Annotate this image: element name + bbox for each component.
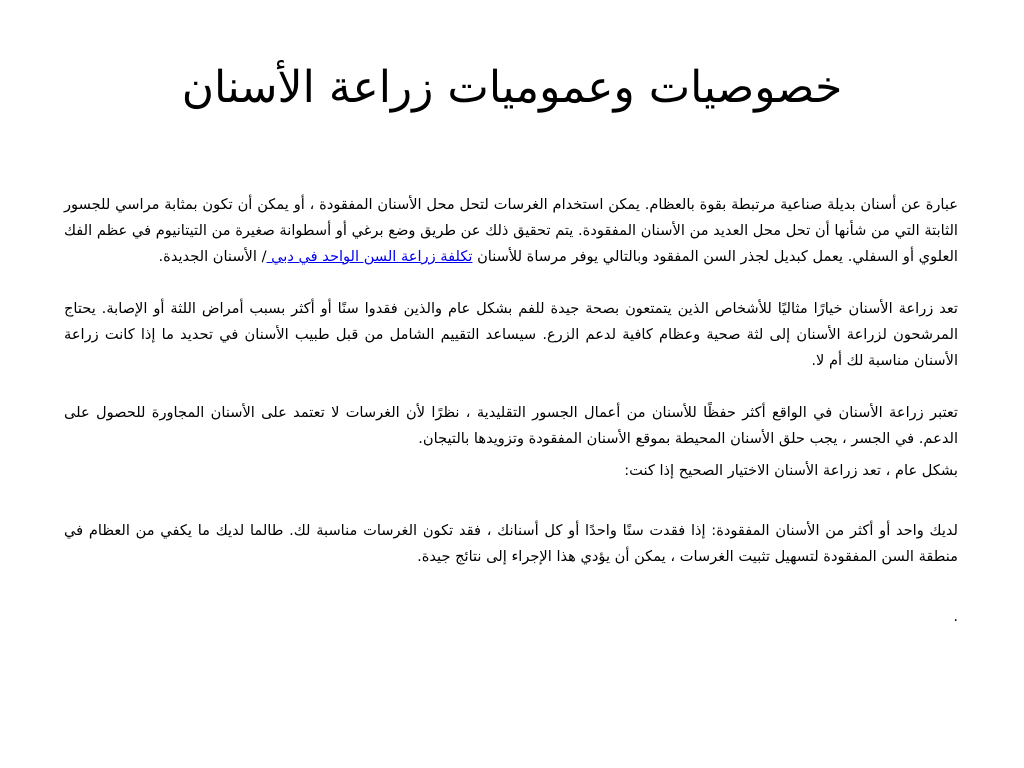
paragraph-ideal-candidates: تعد زراعة الأسنان خيارًا مثاليًا للأشخاص الذين يتمتعون بصحة جيدة للفم بشكل عام والذين فقدوا سنًا أو أكثر بسبب أمراض اللثة أو الإصابة. يحتاج المرشحون لزراعة الأسنان إلى لثة صحية وعظام كافية لدعم الزرع. سيساعد التقييم الشامل من قبل طبيب الأسنان في تحديد ما إذا كانت زراعة الأسنان مناسبة لك أم لا. xyxy=(64,300,958,369)
paragraph-tooth-preservation: تعتبر زراعة الأسنان في الواقع أكثر حفظًا للأسنان من أعمال الجسور التقليدية ، نظرًا لأن الغرسات لا تعتمد على الأسنان المجاورة للحصول على الدعم. في الجسر ، يجب حلق الأسنان المحيطة بموقع الأسنان المفقودة وتزويدها بالتيجان. xyxy=(64,404,958,447)
paragraph-right-choice-intro: بشكل عام ، تعد زراعة الأسنان الاختيار الصحيح إذا كنت: xyxy=(624,462,958,479)
single-implant-cost-link[interactable]: تكلفة زراعة السن الواحد في دبي xyxy=(266,248,473,265)
slide-content xyxy=(64,192,958,630)
paragraph-1-text: عبارة عن أسنان بديلة صناعية مرتبطة بقوة بالعظام. يمكن استخدام الغرسات لتحل محل الأسنان المفقودة ، أو يمكن أن تكون بمثابة مراسي للجسور الثابتة التي من شأنها أن تحل محل العديد من الأسنان المفقودة. يتم تحقيق ذلك عن طريق وضع برغي أو أسطوانة صغيرة من التيتانيوم في عظم الفك العلوي أو السفلي. يعمل كبديل لجذر السن المفقود وبالتالي يوفر مرساة للأسنان xyxy=(64,196,958,265)
paragraph-trailing-dot: . xyxy=(953,608,958,625)
paragraph-implant-definition xyxy=(64,192,958,270)
slide-title: خصوصيات وعموميات زراعة الأسنان xyxy=(181,62,843,113)
paragraph-1-tail: / الأسنان الجديدة. xyxy=(158,248,267,265)
paragraph-missing-teeth: لديك واحد أو أكثر من الأسنان المفقودة: إذا فقدت سنًا واحدًا أو كل أسنانك ، فقد تكون الغرسات مناسبة لك. طالما لديك ما يكفي من العظام في منطقة السن المفقودة لتسهيل تثبيت الغرسات ، يمكن أن يؤدي هذا الإجراء إلى نتائج جيدة. xyxy=(64,522,958,565)
